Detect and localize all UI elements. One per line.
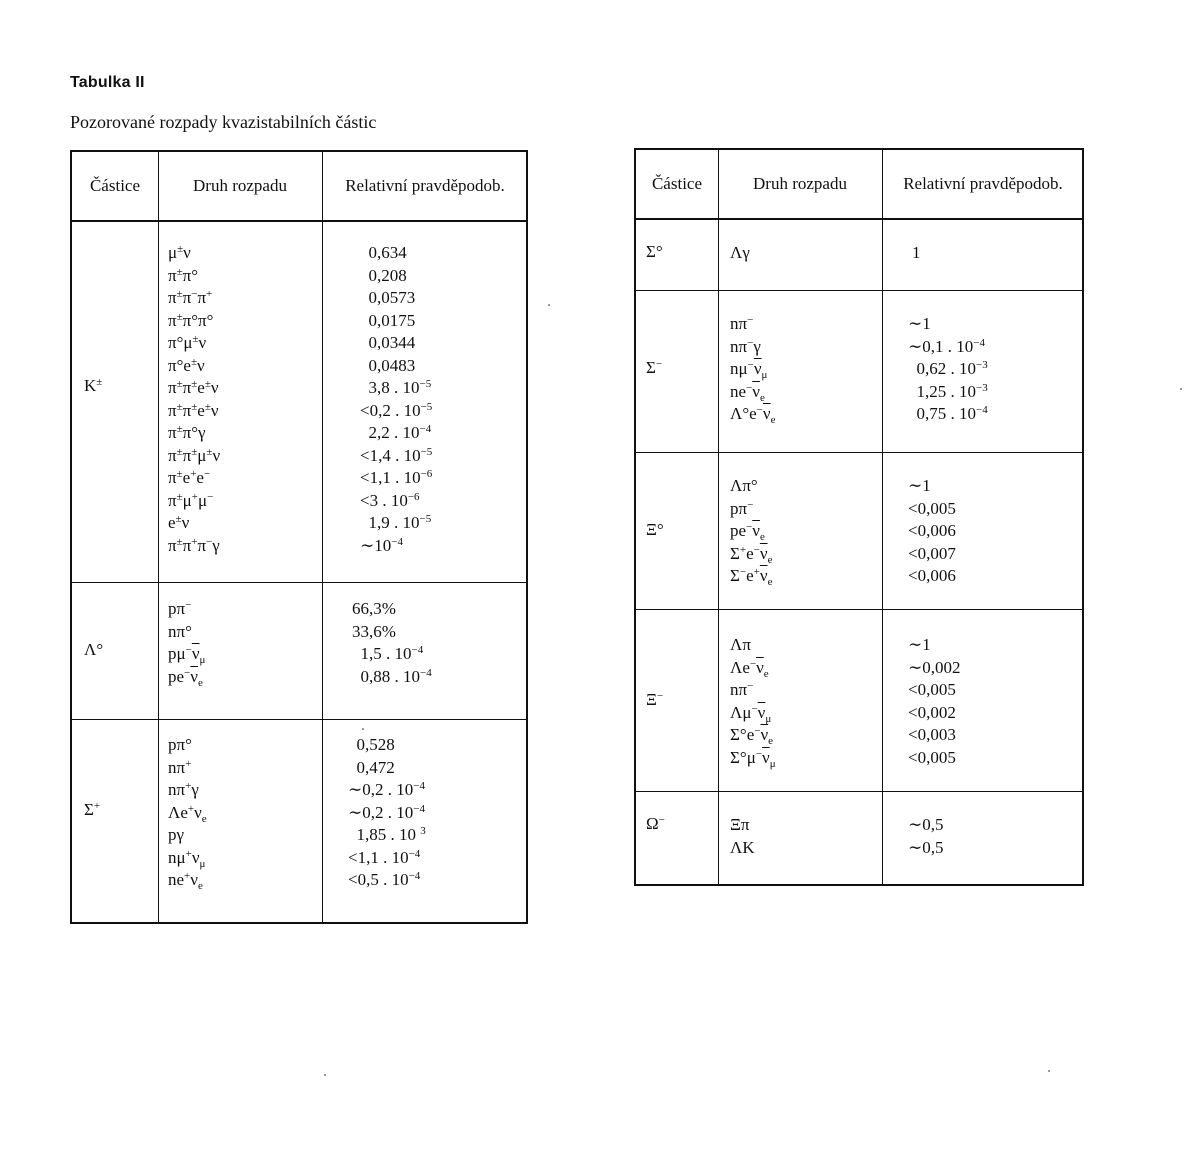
decay-mode: π±π±e±ν: [168, 378, 219, 397]
decay-mode: nπ−γ: [730, 336, 761, 356]
decay-mode: nπ°: [168, 621, 192, 641]
probability-value: 0,472: [348, 757, 395, 777]
probability-value: 66,3%: [352, 599, 396, 618]
decay-list: [730, 242, 750, 265]
decay-mode: π±π+π−γ: [168, 535, 220, 555]
decay-mode: π±μ+μ−: [168, 490, 214, 510]
probability-value: ∼1: [908, 314, 931, 333]
probability-value: 1,9 . $10^{-5}$: [360, 513, 432, 532]
particle-label: Λ°: [84, 640, 104, 659]
header-particle: Částice: [651, 174, 703, 193]
probability-list: [908, 634, 961, 769]
probability-value: <0,005: [908, 680, 956, 699]
header-decay: Druh rozpadu: [193, 176, 287, 195]
probability-value: 2,2 . $10^{-4}$: [360, 423, 432, 442]
table-subtitle: Pozorované rozpady kvazistabilních částic: [70, 112, 377, 132]
decay-mode: Λπ: [730, 635, 751, 654]
decay-mode: $\Sigma^+e^-\overline{\nu}_e$: [730, 543, 773, 566]
decay-mode: π°μ±ν: [168, 333, 207, 352]
probability-value: <1,1 . $10^{-4}$: [348, 847, 421, 867]
decay-mode: Λγ: [730, 243, 750, 262]
probability-value: $\sim 10^{-4}$: [360, 535, 403, 555]
particle-label: Ξ−: [646, 690, 664, 709]
header-decay: Druh rozpadu: [753, 174, 847, 193]
decay-mode: $pe^-\overline{\nu}_e$: [730, 521, 765, 543]
decay-mode: π±π°: [168, 265, 199, 285]
probability-value: <0,006: [908, 521, 956, 540]
probability-value: ∼0,2 . $10^{-4}$: [348, 802, 425, 822]
decay-mode: Ξπ: [730, 815, 750, 834]
decay-mode: Λπ°: [730, 476, 758, 495]
probability-value: 0,0175: [360, 310, 416, 330]
decay-mode: e±ν: [168, 513, 190, 532]
decay-list: [168, 598, 205, 688]
decay-mode: pπ−: [730, 498, 754, 518]
decay-mode: pπ°: [168, 735, 192, 754]
probability-value: 0,88 . $10^{-4}$: [352, 666, 432, 686]
decay-mode: nπ−: [730, 680, 754, 699]
probability-value: 0,75 . $10^{-4}$: [908, 404, 988, 423]
probability-value: <3 . $10^{-6}$: [360, 490, 420, 510]
probability-value: 1,85 . 10 $^3$: [348, 825, 426, 844]
particle-label: Σ−: [646, 358, 663, 377]
probability-list: [360, 242, 432, 557]
probability-value: ∼0,5: [908, 815, 944, 834]
probability-value: 3,8 . $10^{-5}$: [360, 378, 432, 397]
probability-value: 1,25 . $10^{-3}$: [908, 381, 988, 401]
decay-mode: π±π±e±ν: [168, 400, 219, 420]
decay-mode: pπ−: [168, 599, 192, 618]
probability-value: ∼1: [908, 635, 931, 654]
probability-value: <0,005: [908, 747, 956, 767]
probability-value: 0,0344: [360, 333, 416, 352]
header-probability: Relativní pravděpodob.: [903, 174, 1063, 193]
probability-value: <0,003: [908, 725, 956, 744]
decay-mode: nπ−: [730, 314, 754, 333]
probability-value: <0,005: [908, 498, 956, 518]
decay-mode: ΛK: [730, 837, 755, 857]
probability-value: 0,0573: [360, 288, 416, 307]
particle-label: Ω−: [646, 814, 665, 833]
probability-value: ∼0,2 . $10^{-4}$: [348, 780, 425, 799]
particle-label: Ξ°: [646, 520, 664, 539]
probability-list: [908, 313, 988, 426]
particle-label: K±: [84, 376, 103, 395]
decay-mode: π°e±ν: [168, 355, 205, 375]
decay-mode: $n\mu^+\nu_\mu$: [168, 847, 206, 870]
decay-mode: $pe^-\overline{\nu}_e$: [168, 666, 203, 689]
decay-table-right: [634, 148, 1084, 886]
probability-value: <1,1 . $10^{-6}$: [360, 468, 433, 487]
particle-label: Σ+: [84, 800, 101, 819]
decay-mode: pγ: [168, 825, 185, 844]
decay-list: [168, 242, 220, 557]
particle-label: Σ°: [646, 242, 663, 261]
probability-value: 1,5 . $10^{-4}$: [352, 644, 424, 663]
table-title: Tabulka II: [70, 74, 145, 91]
probability-value: ∼1: [908, 476, 931, 495]
probability-value: <0,2 . $10^{-5}$: [360, 400, 433, 420]
decay-mode: $ne^+\nu_e$: [168, 870, 203, 892]
decay-mode: nπ+γ: [168, 780, 199, 799]
probability-value: 0,634: [360, 243, 407, 262]
probability-value: 33,6%: [352, 621, 396, 641]
probability-value: 0,208: [360, 265, 407, 285]
decay-list: [730, 814, 755, 859]
decay-table-left: [70, 150, 528, 924]
probability-list: [908, 475, 956, 588]
decay-list: [730, 475, 772, 588]
probability-value: 0,0483: [360, 355, 416, 375]
probability-value: <0,5 . $10^{-4}$: [348, 870, 421, 889]
decay-list: [730, 634, 776, 769]
decay-mode: $\Lambda e^+\nu_e$: [168, 802, 207, 825]
decay-mode: $\Lambda^\circ e^-\overline{\nu}_e$: [730, 404, 776, 426]
decay-list: [730, 313, 775, 426]
decay-mode: π±π−π+: [168, 288, 213, 307]
probability-list: [352, 598, 432, 688]
decay-mode: π±π°π°: [168, 310, 214, 330]
decay-mode: μ±ν: [168, 243, 191, 262]
decay-mode: $p\mu^-\overline{\nu}_\mu$: [168, 644, 206, 666]
probability-value: 0,528: [348, 735, 395, 754]
probability-value: <0,002: [908, 702, 956, 722]
probability-value: ∼0,5: [908, 837, 944, 857]
probability-list: [912, 242, 921, 265]
decay-mode: $\Sigma^\circ e^-\overline{\nu}_e$: [730, 725, 774, 747]
decay-mode: $\Lambda\mu^-\overline{\nu}_\mu$: [730, 702, 772, 725]
probability-value: 0,62 . $10^{-3}$: [908, 359, 988, 378]
decay-mode: π±π°γ: [168, 423, 206, 442]
decay-mode: $\Sigma^\circ\mu^-\overline{\nu}_\mu$: [730, 747, 776, 770]
probability-list: [908, 814, 944, 859]
probability-value: ∼0,1 . $10^{-4}$: [908, 336, 985, 356]
decay-mode: π±π±μ±ν: [168, 445, 221, 465]
decay-mode: π±e+e−: [168, 468, 211, 487]
probability-value: 1: [912, 243, 921, 262]
header-particle: Částice: [89, 176, 141, 195]
decay-mode: $ne^-\overline{\nu}_e$: [730, 381, 765, 404]
decay-mode: nπ+: [168, 757, 192, 777]
probability-value: ∼0,002: [908, 657, 961, 677]
probability-value: <0,006: [908, 566, 956, 585]
decay-list: [168, 734, 207, 892]
header-probability: Relativní pravděpodob.: [345, 176, 505, 195]
probability-list: [348, 734, 426, 892]
decay-mode: $n\mu^-\overline{\nu}_\mu$: [730, 359, 768, 381]
probability-value: <0,007: [908, 543, 956, 563]
decay-mode: $\Sigma^-e^+\overline{\nu}_e$: [730, 566, 773, 588]
decay-mode: $\Lambda e^-\overline{\nu}_e$: [730, 657, 769, 680]
probability-value: <1,4 . $10^{-5}$: [360, 445, 433, 465]
